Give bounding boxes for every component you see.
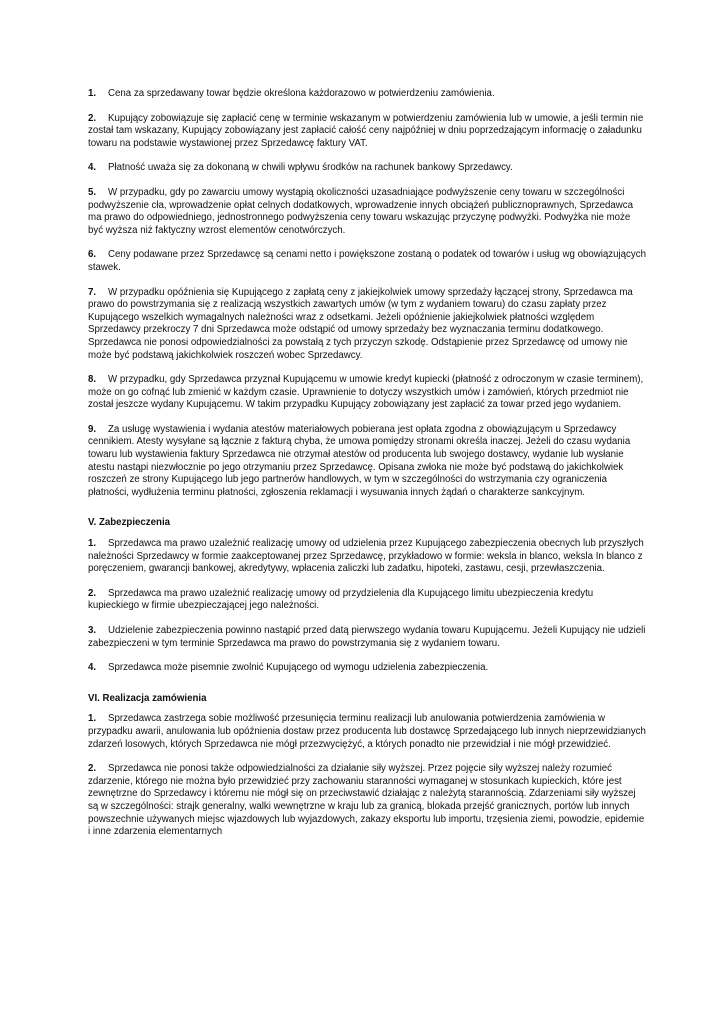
paragraph-text: Za usługę wystawienia i wydania atestów materiałowych pobierana jest opłata zgodna z obowiązującym u Sprzedawcy cennikiem. Atesty wysyłane są łącznie z fakturą chyba, że umowa pomiędzy stronami określa inaczej. Jeżeli do czasu wydania towaru lub wystawienia faktury Sprzedawca nie otrzymał atestów od producenta lub swojego dostawcy, wydanie lub wysłanie atestu nastąpi niezwłocznie po jego otrzymaniu przez Sprzedawcę. Opisana zwłoka nie może być podstawą do jakichkolwiek roszczeń ze strony Kupującego lub jego partnerów handlowych, w tym w szczególności do wstrzymania czy ograniczenia płatności, wydłużenia terminu płatności, zgłoszenia reklamacji i wysuwania innych żądań o charakterze sankcyjnym.: [88, 423, 631, 498]
paragraph-8: [88, 374, 646, 412]
paragraph-number: 2.: [88, 763, 97, 775]
section-heading-zabezpieczenia: V. Zabezpieczenia: [88, 517, 171, 529]
paragraph-number: 9.: [88, 423, 97, 435]
paragraph-text: W przypadku, gdy po zawarciu umowy wystąpią okoliczności uzasadniające podwyższenie ceny towaru w szczególności podwyższenie cła, wprowadzenie opłat celnych dodatkowych, wprowadzenie innych obciążeń publicznoprawnych, Sprzedawca ma prawo do odpowiedniego, jednostronnego podwyższenia ceny towaru wskazując przyczynę podwyżki. Podwyżka nie może być wyższa niż faktyczny wzrost elementów cenotwórczych.: [88, 186, 633, 236]
paragraph-text: Sprzedawca zastrzega sobie możliwość przesunięcia terminu realizacji lub anulowania potwierdzenia zamówienia w przypadku awarii, anulowania lub opóźnienia dostaw przez producenta lub dostawcę Sprzedającego lub innych nieprzewidzianych zdarzeń losowych, których Sprzedawca nie mógł przezwyciężyć, a których ponadto nie przewidział i nie mógł przewidzieć.: [88, 713, 646, 750]
paragraph-2: [88, 113, 646, 151]
paragraph-9: [88, 424, 646, 500]
paragraph-6: [88, 249, 646, 274]
paragraph-text: Udzielenie zabezpieczenia powinno nastąpić przed datą pierwszego wydania towaru Kupującemu. Jeżeli Kupujący nie udzieli zabezpieczeni w tym terminie Sprzedawca ma prawo do powstrzymania się z wydaniem towaru.: [88, 625, 646, 649]
paragraph-number: 5.: [88, 186, 97, 198]
paragraph-text: Sprzedawca ma prawo uzależnić realizację umowy od przydzielenia dla Kupującego limitu ubezpieczenia kredytu kupieckiego w firmie ubezpieczającej jego należności.: [88, 587, 594, 612]
paragraph-number: 6.: [88, 249, 97, 261]
paragraph-number: 7.: [88, 286, 97, 298]
section6-paragraph-1: [88, 713, 646, 751]
section5-paragraph-3: [88, 625, 646, 650]
paragraph-number: 4.: [88, 662, 97, 674]
paragraph-text: W przypadku, gdy Sprzedawca przyznał Kupującemu w umowie kredyt kupiecki (płatność z odroczonym w czasie terminem), może on go cofnąć lub zmienić w każdym czasie. Uprawnienie to dotyczy wszystkich umów i zamówień, których przedmiot nie został jeszcze wydany Kupującemu. W takim przypadku Kupujący zobowiązany jest zapłacić za towar przed jego wydaniem.: [88, 374, 644, 411]
paragraph-text: Kupujący zobowiązuje się zapłacić cenę w terminie wskazanym w potwierdzeniu zamówienia lub w umowie, a jeśli termin nie został tam wskazany, Kupujący zobowiązany jest zapłacić całość ceny najpóźniej w dniu poprzedzającym informację o załadunku towaru na podstawie wystawionej przez Sprzedawcę faktury VAT.: [88, 112, 644, 149]
paragraph-number: 4.: [88, 162, 97, 174]
paragraph-number: 8.: [88, 374, 97, 386]
paragraph-text: Ceny podawane przez Sprzedawcę są cenami netto i powiększone zostaną o podatek od towarów i usług wg obowiązujących stawek.: [88, 249, 646, 273]
paragraph-number: 1.: [88, 88, 97, 99]
paragraph-text: Płatność uważa się za dokonaną w chwili wpływu środków na rachunek bankowy Sprzedawcy.: [108, 162, 513, 174]
paragraph-text: Cena za sprzedawany towar będzie określona każdorazowo w potwierdzeniu zamówienia.: [108, 88, 495, 99]
paragraph-text: Sprzedawca ma prawo uzależnić realizację umowy od udzielenia przez Kupującego zabezpieczenia obecnych lub przyszłych należności Sprzedawcy w formie zaakceptowanej przez Sprzedawcę, przykładowo w formie: weksla in blanco, weksla In blanco z poręczeniem, gwarancji bankowej, akredytywy, wpłacenia zaliczki lub zadatku, hipoteki, zastawu, cesji, przewłaszczenia.: [88, 538, 644, 575]
section5-paragraph-1: [88, 538, 646, 576]
paragraph-number: 3.: [88, 625, 97, 636]
paragraph-text: Sprzedawca nie ponosi także odpowiedzialności za działanie siły wyższej. Przez pojęcie siły wyższej należy rozumieć zdarzenie, którego nie można było przewidzieć przy zachowaniu staranności wymaganej w stosunkach kupieckich, które jest zewnętrzne do Sprzedawcy i któremu nie mógł się on przeciwstawić działając z należytą starannością. Zdarzeniami siły wyższej są w szczególności: strajk generalny, walki wewnętrzne w kraju lub za granicą, blokada przejść granicznych, portów lub innych powszechnie używanych miejsc wjazdowych lub wyjazdowych, zakazy eksportu lub importu, trzęsienia ziemi, powodzie, epidemie i inne zdarzenia elementarnych: [88, 763, 645, 838]
paragraph-number: 2.: [88, 112, 97, 124]
paragraph-number: 1.: [88, 713, 97, 725]
paragraph-number: 2.: [88, 587, 97, 599]
section-heading-realizacja: VI. Realizacja zamówienia: [88, 692, 207, 704]
paragraph-5: [88, 187, 646, 237]
paragraph-text: W przypadku opóźnienia się Kupującego z zapłatą ceny z jakiejkolwiek umowy sprzedaży łączącej strony, Sprzedawca ma prawo do powstrzymania się z realizacją wszystkich zawartych umów (w tym z wydaniem towaru) do czasu zapłaty przez Kupującego wszelkich wymagalnych należności wraz z odsetkami. Jeżeli opóźnienie jakiejkolwiek płatności względem Sprzedawcy przekroczy 7 dni Sprzedawca może odstąpić od umowy sprzedaży bez wyznaczania terminu dodatkowego. Sprzedawca nie ponosi odpowiedzialności za powstałą z tych przyczyn szkodę. Odstąpienie przez Sprzedawcę od umowy nie może być podstawą jakichkolwiek roszczeń wobec Sprzedawcy.: [88, 286, 633, 361]
paragraph-1: [88, 88, 646, 101]
paragraph-7: [88, 287, 646, 363]
section6-paragraph-2: [88, 763, 646, 839]
section5-paragraph-4: [88, 662, 646, 675]
paragraph-number: 1.: [88, 538, 97, 550]
section5-paragraph-2: [88, 588, 646, 613]
paragraph-text: Sprzedawca może pisemnie zwolnić Kupującego od wymogu udzielenia zabezpieczenia.: [108, 662, 489, 674]
paragraph-4: [88, 162, 646, 175]
